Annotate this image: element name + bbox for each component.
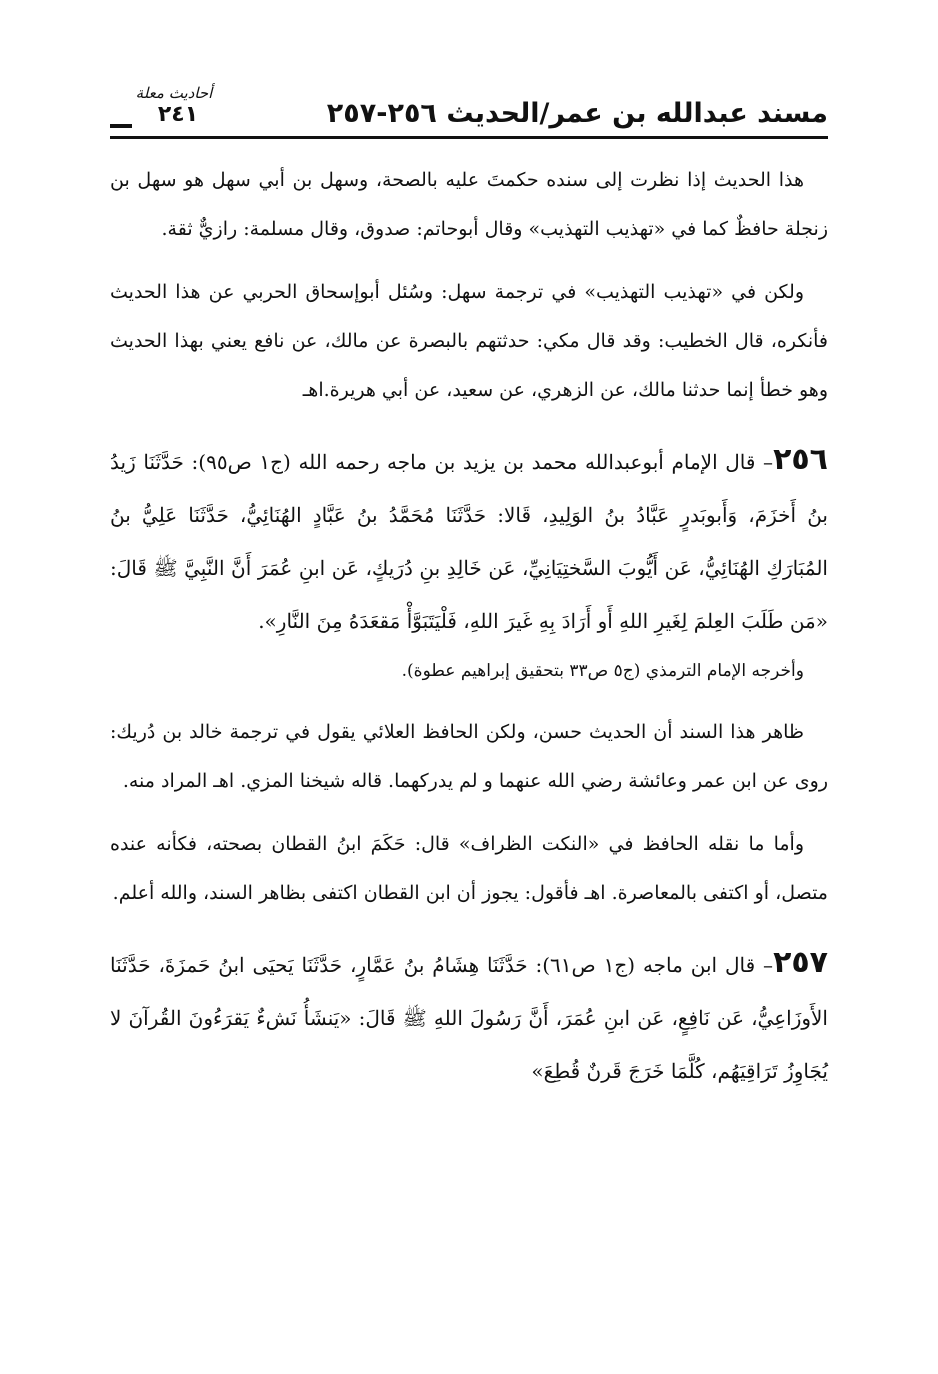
hadith-number: ٢٥٦ [773, 442, 828, 477]
paragraph-5: وأما ما نقله الحافظ في «النكت الظراف» قال: حَكَمَ ابنُ القطان بصحته، فكأنه عنده متصل، أو اكتفى بالمعاصرة. اهـ فأقول: يجوز أن ابن القطان اكتفى بظاهر السند، والله أعلم. [110, 833, 828, 904]
paragraph-4: ظاهر هذا السند أن الحديث حسن، ولكن الحافظ العلائي يقول في ترجمة خالد بن دُريك: روى عن ابن عمر وعائشة رضي الله عنهما و لم يدركهما. قاله شيخنا المزي. اهـ المراد منه. [110, 721, 828, 792]
body-text [110, 156, 828, 1098]
paragraph-takhrij: وأخرجه الإمام الترمذي (ج٥ ص٣٣ بتحقيق إبراهيم عطوة). [401, 661, 804, 681]
hadith-text: – قال الإمام أبوعبدالله محمد بن يزيد بن ماجه رحمه الله (ج١ ص٩٥): حَدَّثَنَا زَيدُ بنُ أَخزَمَ، وَأَبوبَدرٍ عَبَّادُ بنُ الوَلِيدِ، قَالا: حَدَّثَنَا مُحَمَّدُ بنُ عَبَّادٍ الهُنَائِيُّ، حَدَّثَنَا عَلِيُّ بنُ المُبَارَكِ الهُنَائِيُّ، عَن أَيُّوبَ السَّختِيَانِيِّ، عَن خَالِدِ بنِ دُرَيكٍ، عَن ابنِ عُمَرَ أَنَّ النَّبِيَّ ﷺ قَالَ: «مَن طَلَبَ العِلمَ لِغَيرِ اللهِ أَو أَرَادَ بِهِ غَيرَ اللهِ، فَلْيَتَبَوَّأْ مَقعَدَهُ مِنَ النَّارِ». [110, 450, 828, 633]
page-number-dash [110, 124, 132, 128]
page-header [110, 84, 828, 144]
page-number-block [110, 84, 230, 144]
paragraph-2: ولكن في «تهذيب التهذيب» في ترجمة سهل: وسُئل أبوإسحاق الحربي عن هذا الحديث فأنكره، قال الخطيب: وقد قال مكي: حدثتهم بالبصرة عن مالك، عن نافع يعني بهذا الحديث وهو خطأ إنما حدثنا مالك، عن الزهري، عن سعيد، عن أبي هريرة.اهـ [110, 281, 828, 401]
hadith-number: ٢٥٧ [773, 945, 828, 980]
section-label: أحاديث معلة [135, 84, 213, 102]
paragraph-1: هذا الحديث إذا نظرت إلى سنده حكمتَ عليه بالصحة، وسهل بن أبي سهل هو سهل بن زنجلة حافظٌ كما في «تهذيب التهذيب» وقال أبوحاتم: صدوق، وقال مسلمة: رازيٌّ ثقة. [110, 169, 828, 240]
hadith-text: – قال ابن ماجه (ج١ ص٦١): حَدَّثَنَا هِشَامُ بنُ عَمَّارٍ، حَدَّثَنَا يَحيَى ابنُ حَمزَةَ، حَدَّثَنَا الأَوزَاعِيُّ، عَن نَافِعٍ، عَن ابنِ عُمَرَ، أَنَّ رَسُولَ اللهِ ﷺ قَالَ: «يَنشَأُ نَشءٌ يَقرَءُونَ القُرآنَ لا يُجَاوِزُ تَرَاقِيَهُم، كُلَّمَا خَرَجَ قَرنٌ قُطِعَ» [110, 953, 828, 1083]
page-number: ٢٤١ [157, 102, 199, 127]
hadith-257 [110, 936, 828, 1098]
hadith-256 [110, 433, 828, 648]
running-title: مسند عبدالله بن عمر/الحديث ٢٥٦-٢٥٧ [326, 98, 828, 129]
header-rule [110, 136, 828, 139]
